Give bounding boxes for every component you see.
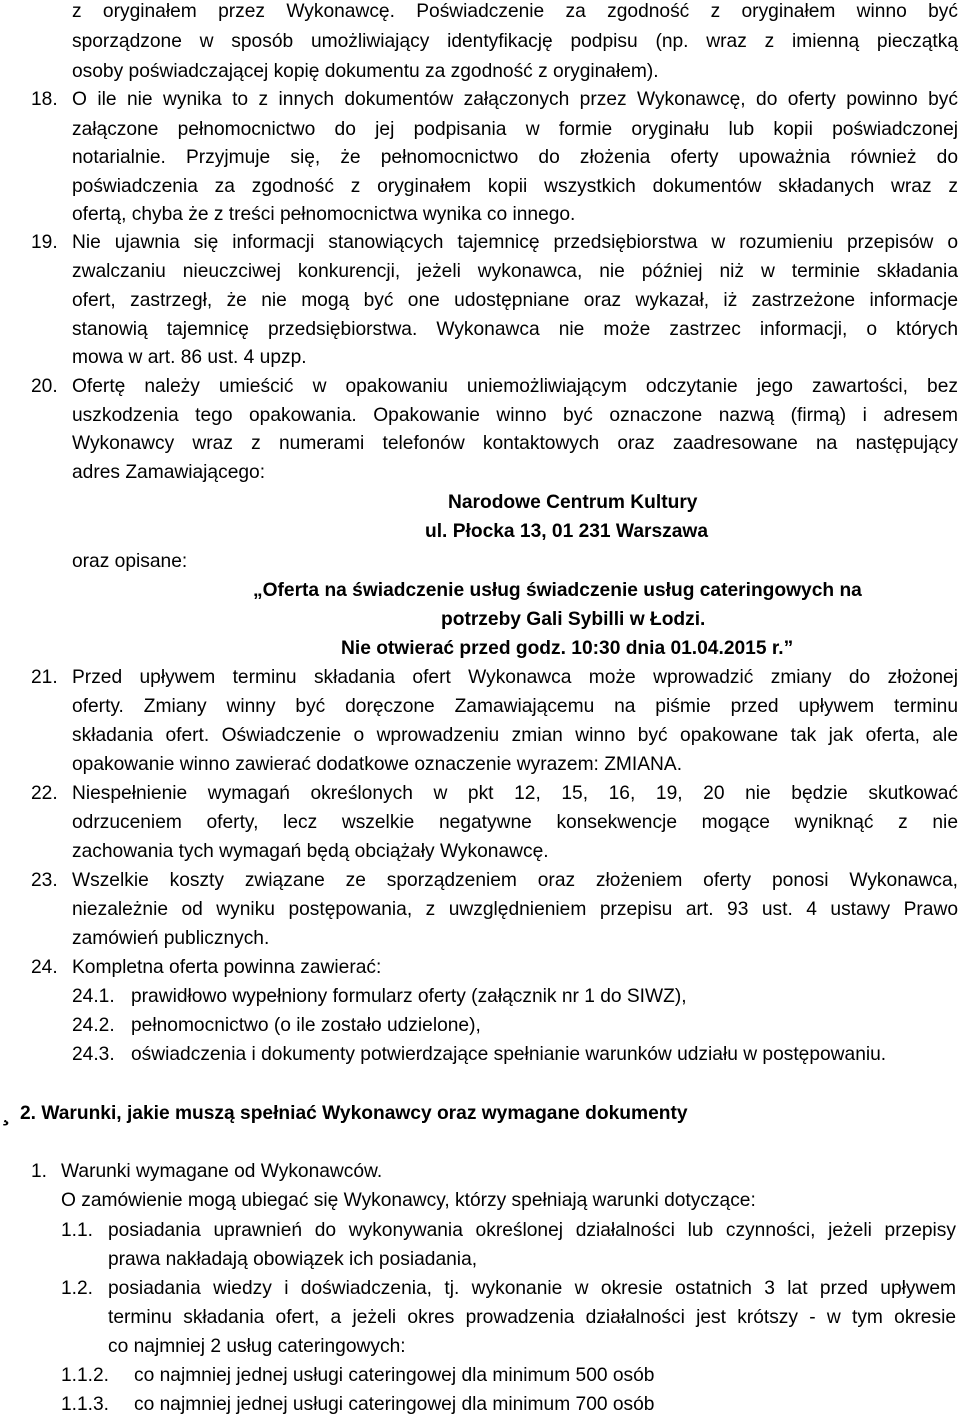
subitem-text: pełnomocnictwo (o ile zostało udzielone), (131, 1015, 481, 1036)
offer-title-line: Nie otwierać przed godz. 10:30 dnia 01.04.2015 r.” (341, 638, 794, 659)
subsubitem-number: 1.1.2. (61, 1365, 110, 1386)
item-line: Wykonawcy wraz z numerami telefonów kontaktowych oraz zaadresowane na następujący (72, 433, 958, 454)
subitem-line: co najmniej 2 usług cateringowych: (108, 1336, 406, 1357)
item-line: Przed upływem terminu składania ofert Wykonawca może wprowadzić zmiany do złożonej (72, 667, 958, 688)
subitem-line: prawa nakładają obowiązek ich posiadania, (108, 1249, 478, 1270)
subitem-number: 1.1. (61, 1220, 94, 1241)
item-number: 1. (31, 1161, 48, 1182)
offer-title-line: „Oferta na świadczenie usług świadczenie usług cateringowych na (253, 580, 862, 601)
subsubitem-text: co najmniej jednej usługi cateringowej dla minimum 500 osób (134, 1365, 655, 1386)
subitem-line: terminu składania ofert, a jeżeli okres prowadzenia działalności jest krótszy - w tym okresie (108, 1307, 956, 1328)
subsubitem-number: 1.1.3. (61, 1394, 110, 1415)
item-number: 22. (31, 783, 58, 804)
subitem-line: posiadania wiedzy i doświadczenia, tj. wykonanie w okresie ostatnich 3 lat przed upływem (108, 1278, 956, 1299)
item-line: Wszelkie koszty związane ze sporządzeniem oraz złożeniem oferty ponosi Wykonawca, (72, 870, 958, 891)
item-line: Nie ujawnia się informacji stanowiących tajemnicę przedsiębiorstwa w rozumieniu przepisów o (72, 232, 958, 253)
item-line: O ile nie wynika to z innych dokumentów załączonych przez Wykonawcę, do oferty powinno być (72, 89, 958, 110)
subitem-number: 24.1. (72, 986, 115, 1007)
subitem-number: 1.2. (61, 1278, 94, 1299)
item-line: odrzuceniem oferty, lecz wszelkie negatywne konsekwencje mogące wyniknąć z nie (72, 812, 958, 833)
offer-title-line: potrzeby Gali Sybilli w Łodzi. (441, 609, 706, 630)
item-line: ofertą, chyba że z treści pełnomocnictwa wynika co innego. (72, 204, 576, 225)
item-number: 21. (31, 667, 58, 688)
subitem-text: prawidłowo wypełniony formularz oferty (załącznik nr 1 do SIWZ), (131, 986, 687, 1007)
item-line: niezależnie od wyniku postępowania, z uwzględnieniem przepisu art. 93 ust. 4 ustawy Prawo (72, 899, 958, 920)
item-line: adres Zamawiającego: (72, 462, 266, 483)
item-line: poświadczenia za zgodność z oryginałem kopii wszystkich dokumentów składanych wraz z (72, 176, 958, 197)
address-name: Narodowe Centrum Kultury (448, 492, 698, 513)
item-line: ofert, zastrzegł, że nie mogą być one udostępniane oraz wykazał, iż zastrzeżone informacje (72, 290, 958, 311)
item-line: Warunki wymagane od Wykonawców. (61, 1161, 383, 1182)
item-line: Kompletna oferta powinna zawierać: (72, 957, 382, 978)
item-line: notarialnie. Przyjmuje się, że pełnomocnictwo do złożenia oferty upoważnia również do (72, 147, 958, 168)
subitem-number: 24.2. (72, 1015, 115, 1036)
item-line: uszkodzenia tego opakowania. Opakowanie winno być oznaczone nazwą (firmą) i adresem (72, 405, 958, 426)
item-number: 23. (31, 870, 58, 891)
item-line: oferty. Zmiany winny być doręczone Zamawiającemu na piśmie przed upływem terminu (72, 696, 958, 717)
item-number: 24. (31, 957, 58, 978)
subitem-line: posiadania uprawnień do wykonywania określonej działalności lub czynności, jeżeli przepisy (108, 1220, 956, 1241)
item-line: zwalczaniu nieuczciwej konkurencji, jeżeli wykonawca, nie później niż w terminie składania (72, 261, 958, 282)
item-number: 18. (31, 89, 58, 110)
item-line: mowa w art. 86 ust. 4 upzp. (72, 347, 307, 368)
address-street: ul. Płocka 13, 01 231 Warszawa (425, 521, 708, 542)
heading-marker-icon: ¸ (2, 1096, 11, 1126)
subsubitem-text: co najmniej jednej usługi cateringowej dla minimum 700 osób (134, 1394, 655, 1415)
item-number: 20. (31, 376, 58, 397)
item-line: zamówień publicznych. (72, 928, 270, 949)
subitem-text: oświadczenia i dokumenty potwierdzające spełnianie warunków udziału w postępowaniu. (131, 1044, 887, 1065)
intro-line: osoby poświadczającej kopię dokumentu za zgodność z oryginałem). (72, 61, 659, 82)
item-line: Niespełnienie wymagań określonych w pkt 12, 15, 16, 19, 20 nie będzie skutkować (72, 783, 958, 804)
item-number: 19. (31, 232, 58, 253)
item-line: O zamówienie mogą ubiegać się Wykonawcy, którzy spełniają warunki dotyczące: (61, 1190, 756, 1211)
intro-line: z oryginałem przez Wykonawcę. Poświadczenie za zgodność z oryginałem winno być (72, 1, 958, 22)
section-heading: 2. Warunki, jakie muszą spełniać Wykonawcy oraz wymagane dokumenty (20, 1103, 688, 1124)
item-line: opakowanie winno zawierać dodatkowe oznaczenie wyrazem: ZMIANA. (72, 754, 683, 775)
item-line: stanowią tajemnicę przedsiębiorstwa. Wykonawca nie może zastrzec informacji, o których (72, 319, 958, 340)
item-line: Ofertę należy umieścić w opakowaniu uniemożliwiającym odczytanie jego zawartości, bez (72, 376, 958, 397)
item-line: zachowania tych wymagań będą obciążały Wykonawcę. (72, 841, 549, 862)
intro-line: sporządzone w sposób umożliwiający identyfikację podpisu (np. wraz z imienną pieczątką (72, 31, 958, 52)
subitem-number: 24.3. (72, 1044, 115, 1065)
item-line: załączone pełnomocnictwo do jej podpisania w formie oryginału lub kopii poświadczonej (72, 119, 958, 140)
item-line: składania ofert. Oświadczenie o wprowadzeniu zmian winno być opakowane tak jak oferta, ale (72, 725, 958, 746)
described-label: oraz opisane: (72, 551, 188, 572)
